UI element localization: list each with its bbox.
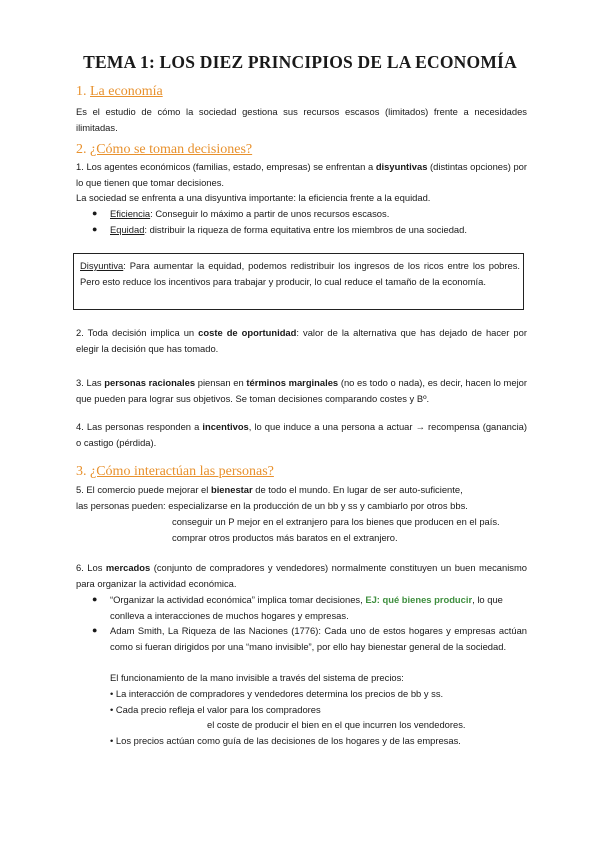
principle-2-term: coste de oportunidad (198, 327, 297, 338)
invisible-hand-item-2: • Cada precio refleja el valor para los compradores (110, 704, 321, 715)
principle-4-paragraph (76, 419, 527, 450)
principle-1-text-a: 1. Los agentes económicos (familias, estado, empresas) se enfrentan a (76, 161, 376, 172)
section-1-number: 1. (76, 84, 87, 99)
principle-5-line-4: comprar otros productos más baratos en el extranjero. (172, 532, 398, 543)
bullet-adam-smith: Adam Smith, La Riqueza de las Naciones (1776): Cada uno de estos hogares y empresas actúan como si fueran dirigidos por una “mano invisible”, por ello hay bienestar general de la sociedad. (110, 625, 527, 652)
principle-4-text-a: 4. Las personas responden a (76, 421, 203, 432)
bullet-dot-icon: ● (92, 224, 98, 234)
principle-5-line-1 (76, 482, 527, 498)
section-3-heading (76, 464, 274, 480)
principle-3-term-b: términos marginales (246, 377, 339, 388)
principle-6-text-c: (conjunto de compradores y vendedores) normalmente constituyen un buen mecanismo para organizar la actividad económica. (76, 562, 527, 589)
principle-5-line-3: conseguir un P mejor en el extranjero para los bienes que producen en el país. (172, 516, 500, 527)
efficiency-text: : Conseguir lo máximo a partir de unos recursos escasos. (150, 208, 390, 219)
principle-2-paragraph (76, 325, 527, 356)
principle-5-text-a: 5. El comercio puede mejorar el (76, 484, 211, 495)
principle-5-line-2: las personas pueden: especializarse en la producción de un bb y ss y cambiarlo por otros bbs. (76, 500, 468, 511)
bullet-efficiency (110, 206, 527, 222)
principle-3-text-e: (no es todo o nada), es decir, hacen lo mejor que pueden para lograr sus objetivos. Se toman decisiones comparando costes y Bº. (76, 377, 527, 404)
bullet-dot-icon: ● (92, 208, 98, 218)
section-1-body: Es el estudio de cómo la sociedad gestiona sus recursos escasos (limitados) frente a necesidades ilimitadas. (76, 106, 527, 133)
principle-3-text-a: 3. Las (76, 377, 105, 388)
principle-2-text-c: : valor de la alternativa que has dejado de hacer por elegir la decisión que has tomado. (76, 327, 527, 354)
section-2-heading (76, 142, 252, 158)
disjunctive-text: : Para aumentar la equidad, podemos redistribuir los ingresos de los ricos entre los pobres. Pero esto reduce los incentivos para trabajar y producir, lo cual reduce el tamaño de la economía. (80, 260, 520, 287)
section-1-heading (76, 84, 163, 100)
efficiency-term: Eficiencia (110, 208, 151, 219)
invisible-hand-item-3: • Los precios actúan como guía de las decisiones de los hogares y de las empresas. (110, 735, 461, 746)
bullet-dot-icon: ● (92, 594, 98, 604)
principle-6-text-a: 6. Los (76, 562, 106, 573)
invisible-hand-title: El funcionamiento de la mano invisible a través del sistema de precios: (110, 672, 404, 683)
section-1-title: La economía (90, 84, 163, 99)
document-title: TEMA 1: LOS DIEZ PRINCIPIOS DE LA ECONOMÍA (83, 52, 517, 72)
equity-term: Equidad (110, 224, 145, 235)
disjunctive-box-text (80, 258, 520, 289)
section-3-title: ¿Cómo interactúan las personas? (90, 464, 274, 479)
principle-2-text-a: 2. Toda decisión implica un (76, 327, 199, 338)
equity-text: : distribuir la riqueza de forma equitativa entre los miembros de una sociedad. (144, 224, 467, 235)
principle-3-paragraph (76, 375, 527, 406)
principle-1-term: disyuntivas (375, 161, 428, 172)
invisible-hand-item-2-cont: el coste de producir el bien en el que incurren los vendedores. (207, 719, 466, 730)
principle-5-term: bienestar (210, 484, 253, 495)
section-2-title: ¿Cómo se toman decisiones? (90, 142, 253, 157)
section-3-number: 3. (76, 464, 87, 479)
bullet-equity (110, 222, 527, 238)
invisible-hand-item-1: • La interacción de compradores y vendedores determina los precios de bb y ss. (110, 688, 444, 699)
bullet-organize-activity (110, 592, 527, 623)
principle-4-term: incentivos (202, 421, 249, 432)
principle-4-text-c: , lo que induce a una persona a actuar → recompensa (ganancia) o castigo (pérdida). (76, 421, 527, 448)
example-highlight: EJ: qué bienes producir (365, 594, 473, 605)
principle-6-paragraph (76, 560, 527, 591)
principle-1-paragraph (76, 159, 527, 190)
principle-5-text-c: de todo el mundo. En lugar de ser auto-suficiente, (252, 484, 463, 495)
society-disjunctive-paragraph: La sociedad se enfrenta a una disyuntiva importante: la eficiencia frente a la equidad. (76, 192, 431, 203)
principle-3-term-a: personas racionales (104, 377, 196, 388)
principle-3-text-c: piensan en (195, 377, 247, 388)
organize-text-a: “Organizar la actividad económica” implica tomar decisiones, (110, 594, 366, 605)
bullet-dot-icon: ● (92, 625, 98, 635)
section-2-number: 2. (76, 142, 87, 157)
principle-6-term: mercados (105, 562, 151, 573)
principle-1-text-c: (distintas opciones) por lo que tienen que tomar decisiones. (76, 161, 528, 188)
disjunctive-term: Disyuntiva (80, 260, 124, 271)
organize-text-b: , lo que conlleva a interacciones de muchos hogares y empresas. (110, 594, 503, 621)
